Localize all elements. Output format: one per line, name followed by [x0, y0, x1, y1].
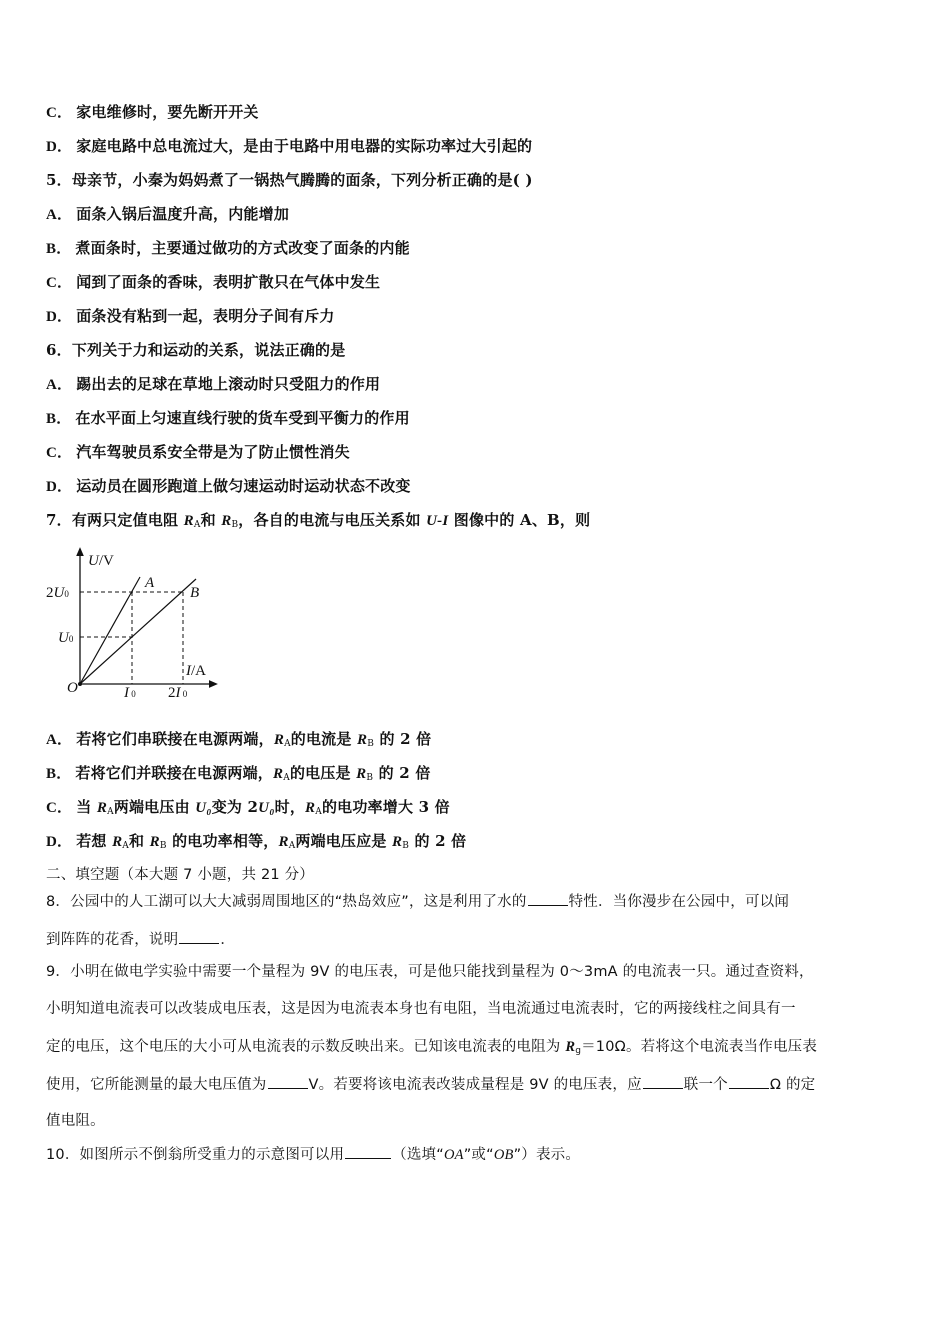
q7-option-c	[46, 797, 450, 822]
q7-option-b	[46, 763, 431, 788]
subscript: A	[122, 841, 129, 851]
subscript: A	[288, 841, 296, 851]
q7-option-d	[46, 831, 466, 856]
u0-symbol: U₀	[195, 800, 212, 816]
subscript: B	[402, 841, 410, 851]
option-text: 踢出去的足球在草地上滚动时只受阻力的作用	[76, 375, 381, 393]
rg-symbol: R	[565, 1039, 576, 1055]
subscript: A	[283, 773, 290, 783]
option-text: 当	[76, 798, 97, 816]
q8-line-2	[46, 929, 235, 950]
option-text: 的电流是	[290, 730, 357, 748]
q4-option-c	[46, 102, 259, 123]
q10-text: ”）表示。	[513, 1147, 581, 1163]
q5-stem: 5．母亲节，小秦为妈妈煮了一锅热气腾腾的面条，下列分析正确的是( )	[46, 171, 533, 189]
rb-symbol: R	[149, 834, 160, 850]
origin-dot	[78, 682, 82, 686]
q7-option-a	[46, 729, 431, 754]
q7-stem	[46, 510, 590, 535]
stem-text: 7．有两只定值电阻	[46, 511, 184, 529]
line-a-label: A	[145, 575, 155, 591]
line-b	[80, 579, 196, 684]
q9-line-5: 值电阻。	[46, 1113, 105, 1129]
option-text: 的 2 倍	[373, 764, 431, 782]
option-label: C．	[46, 275, 73, 291]
option-text: 家庭电路中总电流过大，是由于电路中用电器的实际功率过大引起的	[76, 137, 533, 155]
q8-text: 特性．当你漫步在公园中，可以闻	[568, 894, 790, 910]
option-text: 时，	[274, 798, 306, 816]
option-text: 若将它们并联接在电源两端，	[75, 764, 274, 782]
option-label: C．	[46, 800, 73, 816]
q10-text: ”或“	[463, 1147, 494, 1163]
rb-symbol: R	[356, 766, 367, 782]
option-text: 汽车驾驶员系安全带是为了防止惯性消失	[76, 443, 350, 461]
option-text: 变为 2	[211, 798, 259, 816]
subscript: A	[315, 807, 322, 817]
subscript: B	[366, 773, 374, 783]
option-text: 家电维修时，要先断开开关	[76, 103, 259, 121]
line-a	[80, 577, 140, 684]
q5-option-d	[46, 306, 335, 327]
q5-option-c	[46, 272, 380, 293]
option-text: 面条入锅后温度升高，内能增加	[76, 205, 290, 223]
origin-label: O	[67, 680, 78, 696]
option-text: 和	[128, 832, 150, 850]
resistor-b-symbol: R	[221, 513, 232, 529]
q10-text: （选填“	[392, 1147, 444, 1163]
option-text: 面条没有粘到一起，表明分子间有斥力	[76, 307, 335, 325]
rb-symbol: R	[392, 834, 403, 850]
q9-text: 联一个	[683, 1077, 728, 1093]
option-text: 两端电压应是	[295, 832, 393, 850]
q4-option-d	[46, 136, 532, 157]
q6-option-a	[46, 374, 380, 395]
subscript: A	[107, 807, 114, 817]
q6-option-d	[46, 476, 411, 497]
subscript: A	[284, 739, 291, 749]
stem-text: 图像中的 A、B，则	[448, 511, 591, 529]
u0-symbol: U₀	[258, 800, 275, 816]
ui-symbol: U-I	[426, 513, 449, 529]
section-2-title: 二、填空题（本大题 7 小题，共 21 分）	[46, 867, 315, 883]
y-tick-2u0: 2U0	[46, 585, 69, 601]
ob-symbol: OB	[493, 1147, 514, 1163]
q8-blank-1[interactable]	[528, 891, 568, 906]
option-text: 的电压是	[289, 764, 357, 782]
resistor-a-symbol: R	[183, 513, 194, 529]
y-tick-u0: U0	[58, 630, 74, 646]
subscript: B	[367, 739, 375, 749]
option-text: 运动员在圆形跑道上做匀速运动时运动状态不改变	[76, 477, 411, 495]
q9-text: V。若要将该电流表改装成量程是 9V 的电压表，应	[308, 1077, 642, 1093]
option-label: C．	[46, 105, 73, 121]
option-label: B．	[46, 411, 72, 427]
q9-line-1: 9．小明在做电学实验中需要一个量程为 9V 的电压表，可是他只能找到量程为 0～3mA 的电流表一只。通过查资料，	[46, 964, 814, 980]
option-label: D．	[46, 834, 73, 850]
option-text: 闻到了面条的香味，表明扩散只在气体中发生	[76, 273, 381, 291]
q10-text: 10．如图所示不倒翁所受重力的示意图可以用	[46, 1147, 345, 1163]
q8-text: 8．公园中的人工湖可以大大减弱周围地区的“热岛效应”，这是利用了水的	[46, 894, 527, 910]
q9-text: 使用，它所能测量的最大电压值为	[46, 1077, 267, 1093]
subscript: A	[193, 520, 201, 530]
q6-option-c	[46, 442, 350, 463]
option-label: B．	[46, 241, 72, 257]
q9-line-4	[46, 1074, 815, 1095]
q9-blank-1[interactable]	[268, 1074, 308, 1089]
ui-graph-figure	[40, 545, 230, 705]
option-label: D．	[46, 479, 73, 495]
ra-symbol: R	[112, 834, 123, 850]
rb-symbol: R	[357, 732, 368, 748]
ra-symbol: R	[278, 834, 289, 850]
ra-symbol: R	[305, 800, 316, 816]
option-label: A．	[46, 732, 73, 748]
subscript: B	[231, 520, 239, 530]
option-text: 煮面条时，主要通过做功的方式改变了面条的内能	[75, 239, 410, 257]
option-label: D．	[46, 139, 73, 155]
option-text: 在水平面上匀速直线行驶的货车受到平衡力的作用	[75, 409, 410, 427]
ui-graph-svg	[40, 545, 230, 705]
option-text: 的电功率增大 3 倍	[321, 798, 450, 816]
q8-line-1	[46, 891, 789, 912]
option-label: C．	[46, 445, 73, 461]
x-axis-label: I/A	[186, 663, 206, 679]
option-text: 的 2 倍	[374, 730, 432, 748]
x-tick-i0: I 0	[124, 685, 136, 701]
q9-line-3	[46, 1037, 817, 1061]
q9-blank-2[interactable]	[643, 1074, 683, 1089]
q9-text: Ω 的定	[769, 1077, 816, 1093]
option-text: 的 2 倍	[409, 832, 467, 850]
option-label: B．	[46, 766, 72, 782]
x-tick-2i0: 2I 0	[168, 685, 188, 701]
q6-stem: 6．下列关于力和运动的关系，说法正确的是	[46, 341, 346, 359]
q9-text: 定的电压，这个电压的大小可从电流表的示数反映出来。已知该电流表的电阻为	[46, 1039, 566, 1055]
ra-symbol: R	[273, 732, 285, 748]
option-text: 若想	[76, 832, 113, 850]
subscript: B	[159, 841, 167, 851]
q5-option-a	[46, 204, 289, 225]
q10-blank[interactable]	[345, 1144, 391, 1159]
option-label: A．	[46, 207, 73, 223]
q9-blank-3[interactable]	[729, 1074, 769, 1089]
line-b-label: B	[190, 585, 200, 601]
option-text: 的电功率相等，	[166, 832, 279, 850]
y-axis-label: U/V	[88, 553, 114, 569]
q6-option-b	[46, 408, 410, 429]
q8-text: ．	[220, 932, 236, 948]
q8-blank-2[interactable]	[179, 929, 219, 944]
q9-line-2: 小明知道电流表可以改装成电压表，这是因为电流表本身也有电阻，当电流通过电流表时，它的两接线柱之间具有一	[46, 1001, 796, 1017]
q5-option-b	[46, 238, 410, 259]
stem-text: 和	[200, 511, 222, 529]
subscript: g	[575, 1046, 582, 1056]
option-label: A．	[46, 377, 73, 393]
option-text: 两端电压由	[113, 798, 196, 816]
q10-line	[46, 1144, 580, 1165]
ra-symbol: R	[96, 800, 108, 816]
stem-text: ，各自的电流与电压关系如	[238, 511, 427, 529]
q8-text: 到阵阵的花香，说明	[46, 932, 179, 948]
ra-symbol: R	[273, 766, 284, 782]
oa-symbol: OA	[443, 1147, 464, 1163]
option-label: D．	[46, 309, 73, 325]
option-text: 若将它们串联接在电源两端，	[76, 730, 274, 748]
q9-text: ＝10Ω。若将这个电流表当作电压表	[581, 1039, 818, 1055]
